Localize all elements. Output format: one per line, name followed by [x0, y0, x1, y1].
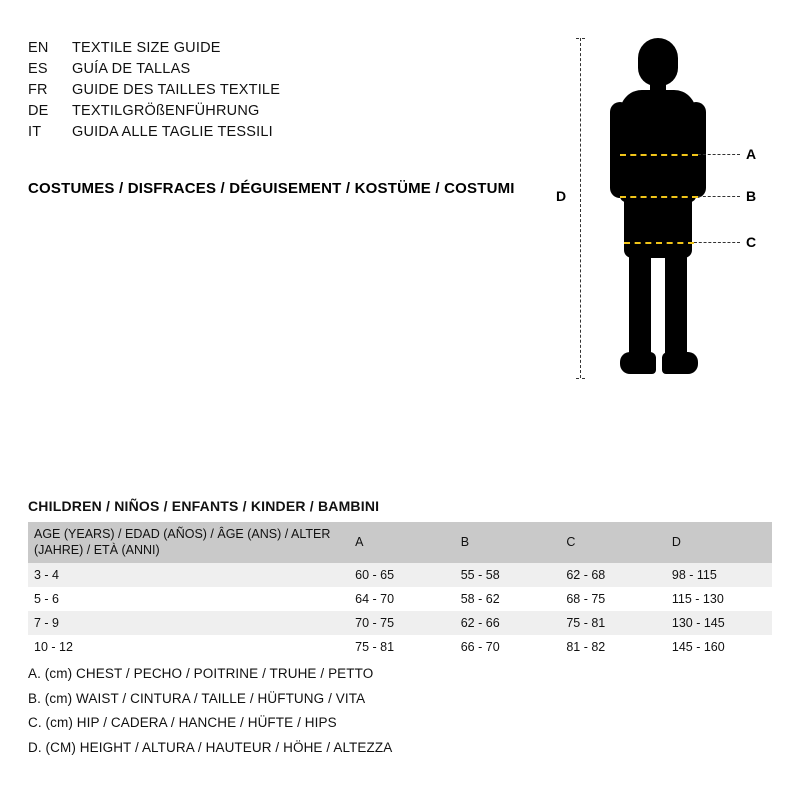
- table-row: [28, 587, 772, 611]
- legend-item-height: D. (CM) HEIGHT / ALTURA / HAUTEUR / HÖHE / ALTEZZA: [28, 739, 393, 755]
- cell-b: 55 - 58: [455, 563, 561, 587]
- leader-line-chest: [698, 154, 740, 155]
- measure-label-c: C: [746, 234, 757, 250]
- table-row: [28, 611, 772, 635]
- silhouette-right-arm: [686, 102, 706, 198]
- leader-line-hip: [694, 242, 740, 243]
- column-header-age: AGE (YEARS) / EDAD (AÑOS) / ÂGE (ANS) / ALTER (JAHRE) / ETÀ (ANNI): [28, 522, 349, 563]
- child-silhouette: [602, 38, 712, 408]
- measure-line-chest: [620, 154, 698, 156]
- legend-item-waist: B. (cm) WAIST / CINTURA / TAILLE / HÜFTUNG / VITA: [28, 690, 366, 706]
- measure-line-hip: [624, 242, 694, 244]
- language-code-fr: FR: [28, 82, 48, 98]
- language-row-en: [28, 40, 528, 61]
- column-header-a: A: [349, 522, 455, 563]
- language-code-de: DE: [28, 103, 49, 119]
- cell-age: 10 - 12: [28, 635, 349, 659]
- measure-cap-height-bottom: [576, 378, 585, 379]
- silhouette-left-leg: [629, 252, 651, 362]
- cell-a: 60 - 65: [349, 563, 455, 587]
- cell-b: 58 - 62: [455, 587, 561, 611]
- cell-age: 3 - 4: [28, 563, 349, 587]
- cell-a: 75 - 81: [349, 635, 455, 659]
- cell-c: 68 - 75: [560, 587, 666, 611]
- column-header-c: C: [560, 522, 666, 563]
- cell-a: 64 - 70: [349, 587, 455, 611]
- cell-d: 130 - 145: [666, 611, 772, 635]
- size-table-head: [28, 522, 772, 563]
- cell-c: 75 - 81: [560, 611, 666, 635]
- category-line: COSTUMES / DISFRACES / DÉGUISEMENT / KOSTÜME / COSTUMI: [28, 180, 515, 197]
- language-row-es: [28, 61, 528, 82]
- cell-c: 81 - 82: [560, 635, 666, 659]
- legend-item-hip: C. (cm) HIP / CADERA / HANCHE / HÜFTE / HIPS: [28, 715, 337, 730]
- silhouette-right-leg: [665, 252, 687, 362]
- table-row: [28, 635, 772, 659]
- measure-line-height: [580, 38, 581, 378]
- cell-c: 62 - 68: [560, 563, 666, 587]
- language-row-de: [28, 103, 528, 124]
- cell-d: 98 - 115: [666, 563, 772, 587]
- cell-d: 145 - 160: [666, 635, 772, 659]
- table-header-row: [28, 522, 772, 563]
- silhouette-right-foot: [662, 352, 698, 374]
- language-text-en: TEXTILE SIZE GUIDE: [72, 40, 221, 56]
- language-code-it: IT: [28, 124, 42, 140]
- silhouette-head: [638, 38, 678, 86]
- measure-label-b: B: [746, 188, 757, 204]
- cell-b: 62 - 66: [455, 611, 561, 635]
- legend-item-chest: A. (cm) CHEST / PECHO / POITRINE / TRUHE / PETTO: [28, 666, 374, 681]
- legend-list: [28, 662, 628, 760]
- silhouette-left-arm: [610, 102, 630, 198]
- language-text-fr: GUIDE DES TAILLES TEXTILE: [72, 82, 281, 98]
- language-text-es: GUÍA DE TALLAS: [72, 61, 191, 77]
- measure-label-a: A: [746, 146, 757, 162]
- measure-label-d: D: [556, 188, 567, 204]
- silhouette-torso: [620, 90, 696, 202]
- language-text-it: GUIDA ALLE TAGLIE TESSILI: [72, 124, 273, 140]
- silhouette-shorts-gap: [602, 38, 610, 64]
- size-table-body: [28, 563, 772, 659]
- language-code-es: ES: [28, 61, 48, 77]
- language-code-en: EN: [28, 40, 49, 56]
- table-title: CHILDREN / NIÑOS / ENFANTS / KINDER / BAMBINI: [28, 498, 380, 514]
- measure-line-waist: [620, 196, 698, 198]
- column-header-d: D: [666, 522, 772, 563]
- size-table: [28, 522, 772, 659]
- cell-d: 115 - 130: [666, 587, 772, 611]
- cell-a: 70 - 75: [349, 611, 455, 635]
- language-row-fr: [28, 82, 528, 103]
- leader-line-waist: [698, 196, 740, 197]
- silhouette-shorts: [624, 196, 692, 258]
- silhouette-left-foot: [620, 352, 656, 374]
- table-row: [28, 563, 772, 587]
- language-list: [28, 40, 528, 145]
- column-header-b: B: [455, 522, 561, 563]
- cell-age: 7 - 9: [28, 611, 349, 635]
- cell-b: 66 - 70: [455, 635, 561, 659]
- cell-age: 5 - 6: [28, 587, 349, 611]
- language-row-it: [28, 124, 528, 145]
- figure-diagram: [540, 28, 780, 408]
- language-text-de: TEXTILGRÖßENFÜHRUNG: [72, 103, 260, 119]
- measure-cap-height-top: [576, 38, 585, 39]
